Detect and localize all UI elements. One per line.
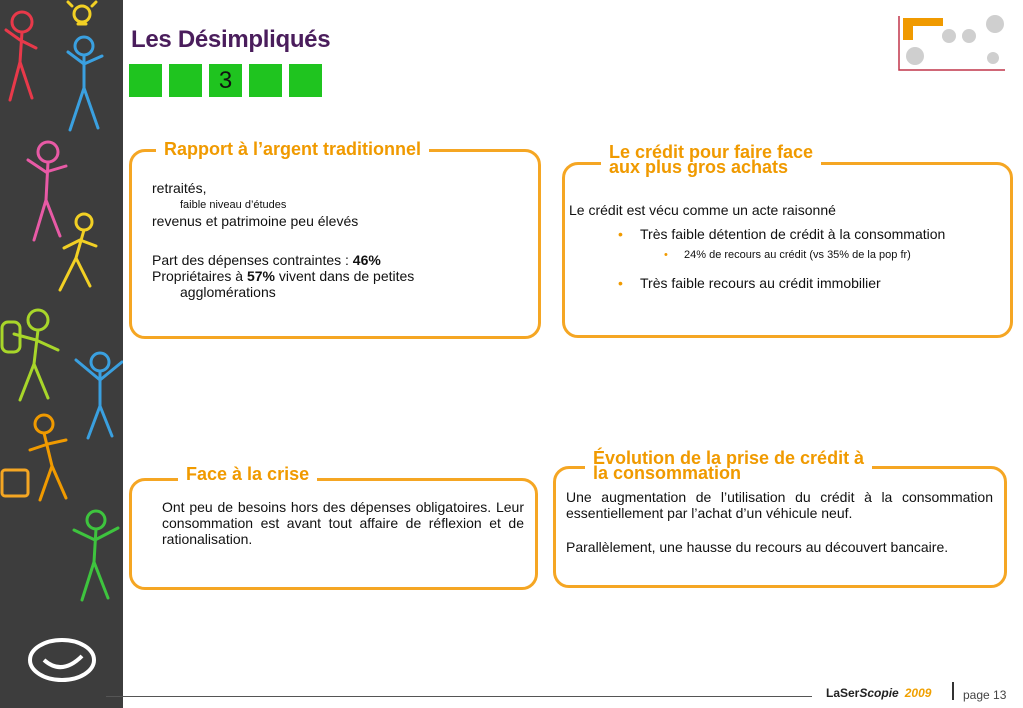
evolution-para-2: Parallèlement, une hausse du recours au découvert bancaire.	[566, 539, 949, 555]
evolution-title-line1: Évolution de la prise de crédit à	[593, 448, 865, 468]
proprietaires-value: 57%	[246, 268, 275, 284]
rapport-line-retraites: retraités,	[152, 180, 207, 196]
step-box-1	[129, 64, 162, 97]
evolution-title-line2: la consommation	[593, 463, 742, 483]
bullet-dot-icon: •	[618, 226, 623, 242]
rapport-line-etudes: faible niveau d’études	[180, 199, 287, 211]
rapport-line-proprietaires	[152, 268, 414, 284]
brand-year: 2009	[904, 686, 932, 700]
panel-crise-title: Face à la crise	[178, 466, 317, 483]
proprietaires-prefix: Propriétaires à	[152, 268, 247, 284]
rapport-line-agglomerations: agglomérations	[180, 284, 276, 300]
depenses-label: Part des dépenses contraintes :	[152, 252, 353, 268]
footer-divider	[106, 696, 812, 697]
rapport-line-revenus: revenus et patrimoine peu élevés	[152, 213, 359, 229]
brand-laser: LaSer	[826, 686, 860, 700]
page-title: Les Désimpliqués	[131, 26, 331, 53]
credit-bullet-1-text: Très faible détention de crédit à la consommation	[640, 226, 946, 242]
panel-rapport-argent	[129, 149, 541, 339]
step-box-5	[289, 64, 322, 97]
credit-title-line1: Le crédit pour faire face	[609, 142, 814, 162]
credit-bullet-2-text: Très faible recours au crédit immobilier	[640, 275, 881, 291]
step-box-4	[249, 64, 282, 97]
credit-title-line2: aux plus gros achats	[609, 157, 789, 177]
bullet-dot-icon: •	[618, 275, 623, 291]
page-number: page 13	[963, 688, 1007, 702]
evolution-para-1: Une augmentation de l’utilisation du crédit à la consommation essentiellement par l’achat d’un véhicule neuf.	[566, 489, 993, 521]
step-box-2	[169, 64, 202, 97]
credit-sub-bullet-1	[664, 249, 911, 261]
sub-bullet-dot-icon: •	[664, 249, 668, 261]
stick-figures-icon	[0, 0, 123, 708]
rapport-line-depenses	[152, 252, 381, 268]
depenses-value: 46%	[352, 252, 381, 268]
proprietaires-suffix: vivent dans de petites	[274, 268, 415, 284]
footer-separator	[952, 682, 954, 700]
sidebar-logo-icon	[30, 640, 94, 680]
brand-chart-icon	[893, 12, 1013, 78]
credit-bullet-1	[618, 226, 945, 242]
panel-evolution-title	[585, 448, 872, 483]
brand-scopie: Scopie	[859, 686, 899, 700]
step-indicator	[129, 64, 322, 97]
credit-bullet-2	[618, 275, 881, 291]
panel-rapport-title: Rapport à l’argent traditionnel	[156, 141, 429, 158]
credit-sub-bullet-1-text: 24% de recours au crédit (vs 35% de la pop fr)	[684, 249, 911, 261]
panel-evolution	[553, 463, 1007, 588]
footer-brand	[826, 686, 931, 700]
sidebar-illustration	[0, 0, 123, 708]
crise-body: Ont peu de besoins hors des dépenses obligatoires. Leur consommation est avant tout affaire de réflexion et de rationalisation.	[162, 499, 524, 547]
credit-intro: Le crédit est vécu comme un acte raisonné	[569, 202, 836, 218]
panel-credit-title	[601, 142, 821, 177]
step-box-current: 3	[209, 64, 242, 97]
